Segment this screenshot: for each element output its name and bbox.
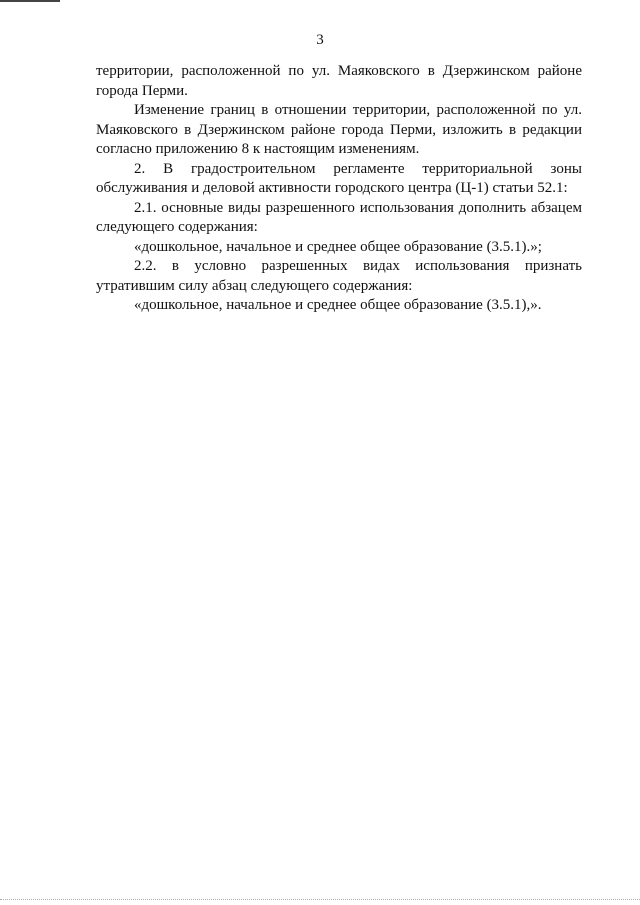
paragraph-item-2-2: 2.2. в условно разрешенных видах использования признать утратившим силу абзац следующего содержания: xyxy=(96,258,582,294)
paragraph-continuation: территории, расположенной по ул. Маяковского в Дзержинском районе города Перми. xyxy=(96,63,582,99)
paragraph-item-2: 2. В градостроительном регламенте территориальной зоны обслуживания и деловой активности городского центра (Ц-1) статьи 52.1: xyxy=(96,160,582,196)
document-body xyxy=(96,62,582,316)
scan-edge-mark xyxy=(0,0,60,2)
page-number: 3 xyxy=(316,32,324,48)
paragraph-boundary-change: Изменение границ в отношении территории, расположенной по ул. Маяковского в Дзержинском районе города Перми, изложить в редакции согласно приложению 8 к настоящим изменениям. xyxy=(96,102,582,157)
paragraph-quote-1: «дошкольное, начальное и среднее общее образование (3.5.1).»; xyxy=(134,238,542,255)
paragraph-quote-2: «дошкольное, начальное и среднее общее образование (3.5.1),». xyxy=(134,297,542,313)
scan-bottom-edge xyxy=(0,899,640,901)
paragraph-item-2-1: 2.1. основные виды разрешенного использования дополнить абзацем следующего содержания: xyxy=(96,199,582,235)
